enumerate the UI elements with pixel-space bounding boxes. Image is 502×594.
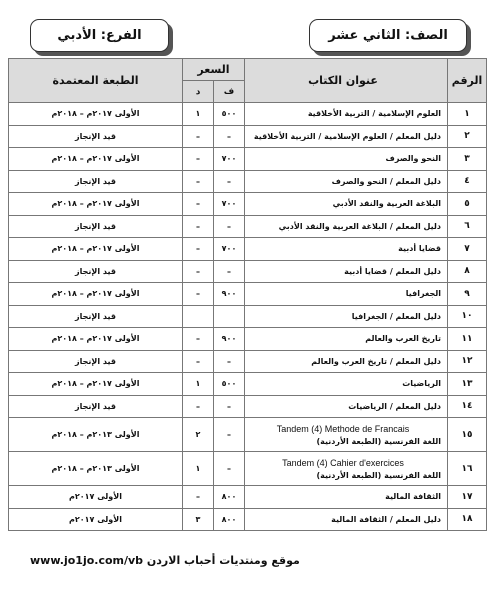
approved-edition: قيد الإنجاز [9,395,183,418]
books-table [8,58,487,531]
table-row [9,395,487,418]
price-dinar: – [183,148,214,171]
book-title: دليل المعلم / البلاغة العربية والنقد الأدبي [245,215,448,238]
book-title-french: Tandem (4) Cahier d'exercices [282,457,404,468]
approved-edition: الأولى ٢٠١٧م [9,486,183,509]
price-dinar: – [183,193,214,216]
price-fils: ٥٠٠ [214,373,245,396]
grade-label: الصف: الثاني عشر [309,19,467,52]
book-title: دليل المعلم / العلوم الإسلامية / التربية الأخلاقية [245,125,448,148]
table-row [9,148,487,171]
price-fils: – [214,260,245,283]
price-fils: – [214,418,245,452]
table-row [9,193,487,216]
table-row [9,486,487,509]
price-dinar: – [183,260,214,283]
approved-edition: الأولى ٢٠١٧م – ٢٠١٨م [9,283,183,306]
book-title: النحو والصرف [245,148,448,171]
table-row [9,215,487,238]
footer-website: موقع ومنتديات أحباب الاردن www.jo1jo.com/vb [30,554,300,567]
table-row [9,125,487,148]
book-title: دليل المعلم / الرياضيات [245,395,448,418]
price-dinar: – [183,350,214,373]
price-dinar [183,305,214,328]
approved-edition: قيد الإنجاز [9,305,183,328]
price-fils: ٨٠٠ [214,486,245,509]
row-number: ١٨ [448,508,487,531]
price-fils: – [214,350,245,373]
row-number: ١٢ [448,350,487,373]
approved-edition: قيد الإنجاز [9,350,183,373]
table-row [9,170,487,193]
book-title [245,418,448,452]
book-title [245,452,448,486]
price-fils: – [214,170,245,193]
col-edition-header: الطبعة المعتمدة [9,59,183,103]
approved-edition: الأولى ٢٠١٧م [9,508,183,531]
book-title: دليل المعلم / تاريخ العرب والعالم [245,350,448,373]
col-title-header: عنوان الكتاب [245,59,448,103]
approved-edition: الأولى ٢٠١٣م – ٢٠١٨م [9,418,183,452]
price-fils: ٩٠٠ [214,328,245,351]
row-number: ٧ [448,238,487,261]
col-price-d-header: د [183,81,214,103]
price-dinar: – [183,283,214,306]
price-dinar: – [183,215,214,238]
price-dinar: ٣ [183,508,214,531]
book-title: الثقافة المالية [245,486,448,509]
row-number: ١ [448,103,487,126]
approved-edition: الأولى ٢٠١٧م – ٢٠١٨م [9,328,183,351]
approved-edition: الأولى ٢٠١٧م – ٢٠١٨م [9,148,183,171]
book-title: الجغرافيا [245,283,448,306]
book-title-arabic: اللغة الفرنسية (الطبعة الأردنية) [316,436,441,446]
table-row [9,418,487,452]
col-price-f-header: ف [214,81,245,103]
price-fils: ٥٠٠ [214,103,245,126]
row-number: ٤ [448,170,487,193]
table-row [9,238,487,261]
price-fils: ٧٠٠ [214,193,245,216]
approved-edition: الأولى ٢٠١٧م – ٢٠١٨م [9,238,183,261]
price-fils: ٧٠٠ [214,238,245,261]
table-row [9,373,487,396]
price-dinar: – [183,238,214,261]
table-row [9,328,487,351]
row-number: ٣ [448,148,487,171]
book-title: دليل المعلم / الثقافة المالية [245,508,448,531]
row-number: ١١ [448,328,487,351]
book-title: العلوم الإسلامية / التربية الأخلاقية [245,103,448,126]
row-number: ٨ [448,260,487,283]
row-number: ١٣ [448,373,487,396]
price-fils: – [214,215,245,238]
approved-edition: الأولى ٢٠١٧م – ٢٠١٨م [9,193,183,216]
row-number: ٩ [448,283,487,306]
approved-edition: قيد الإنجاز [9,170,183,193]
price-fils: ٧٠٠ [214,148,245,171]
price-dinar: ١ [183,103,214,126]
price-fils: ٩٠٠ [214,283,245,306]
book-title: تاريخ العرب والعالم [245,328,448,351]
book-title: البلاغة العربية والنقد الأدبي [245,193,448,216]
approved-edition: الأولى ٢٠١٧م – ٢٠١٨م [9,103,183,126]
row-number: ١٧ [448,486,487,509]
price-dinar: ٢ [183,418,214,452]
book-title: الرياضيات [245,373,448,396]
row-number: ١٤ [448,395,487,418]
price-dinar: – [183,395,214,418]
price-fils: – [214,125,245,148]
book-title: قضايا أدبية [245,238,448,261]
table-row [9,350,487,373]
approved-edition: قيد الإنجاز [9,125,183,148]
book-title-arabic: اللغة الفرنسية (الطبعة الأردنية) [316,470,441,480]
price-dinar: – [183,170,214,193]
table-row [9,508,487,531]
approved-edition: قيد الإنجاز [9,260,183,283]
branch-label: الفرع: الأدبي [30,19,169,52]
table-row [9,305,487,328]
table-row [9,452,487,486]
row-number: ٦ [448,215,487,238]
price-fils [214,305,245,328]
price-dinar: – [183,125,214,148]
price-fils: – [214,452,245,486]
book-title: دليل المعلم / الجغرافيا [245,305,448,328]
book-title: دليل المعلم / قضايا أدبية [245,260,448,283]
row-number: ٢ [448,125,487,148]
row-number: ٥ [448,193,487,216]
table-row [9,260,487,283]
book-title: دليل المعلم / النحو والصرف [245,170,448,193]
price-fils: – [214,395,245,418]
approved-edition: قيد الإنجاز [9,215,183,238]
row-number: ١٦ [448,452,487,486]
row-number: ١٥ [448,418,487,452]
price-fils: ٨٠٠ [214,508,245,531]
book-title-french: Tandem (4) Methode de Francais [276,423,410,434]
price-dinar: – [183,486,214,509]
table-row [9,103,487,126]
col-num-header: الرقم [448,59,487,103]
table-row [9,283,487,306]
approved-edition: الأولى ٢٠١٧م – ٢٠١٨م [9,373,183,396]
price-dinar: ١ [183,452,214,486]
col-price-header: السعر [183,59,245,81]
price-dinar: – [183,328,214,351]
approved-edition: الأولى ٢٠١٣م – ٢٠١٨م [9,452,183,486]
price-dinar: ١ [183,373,214,396]
row-number: ١٠ [448,305,487,328]
